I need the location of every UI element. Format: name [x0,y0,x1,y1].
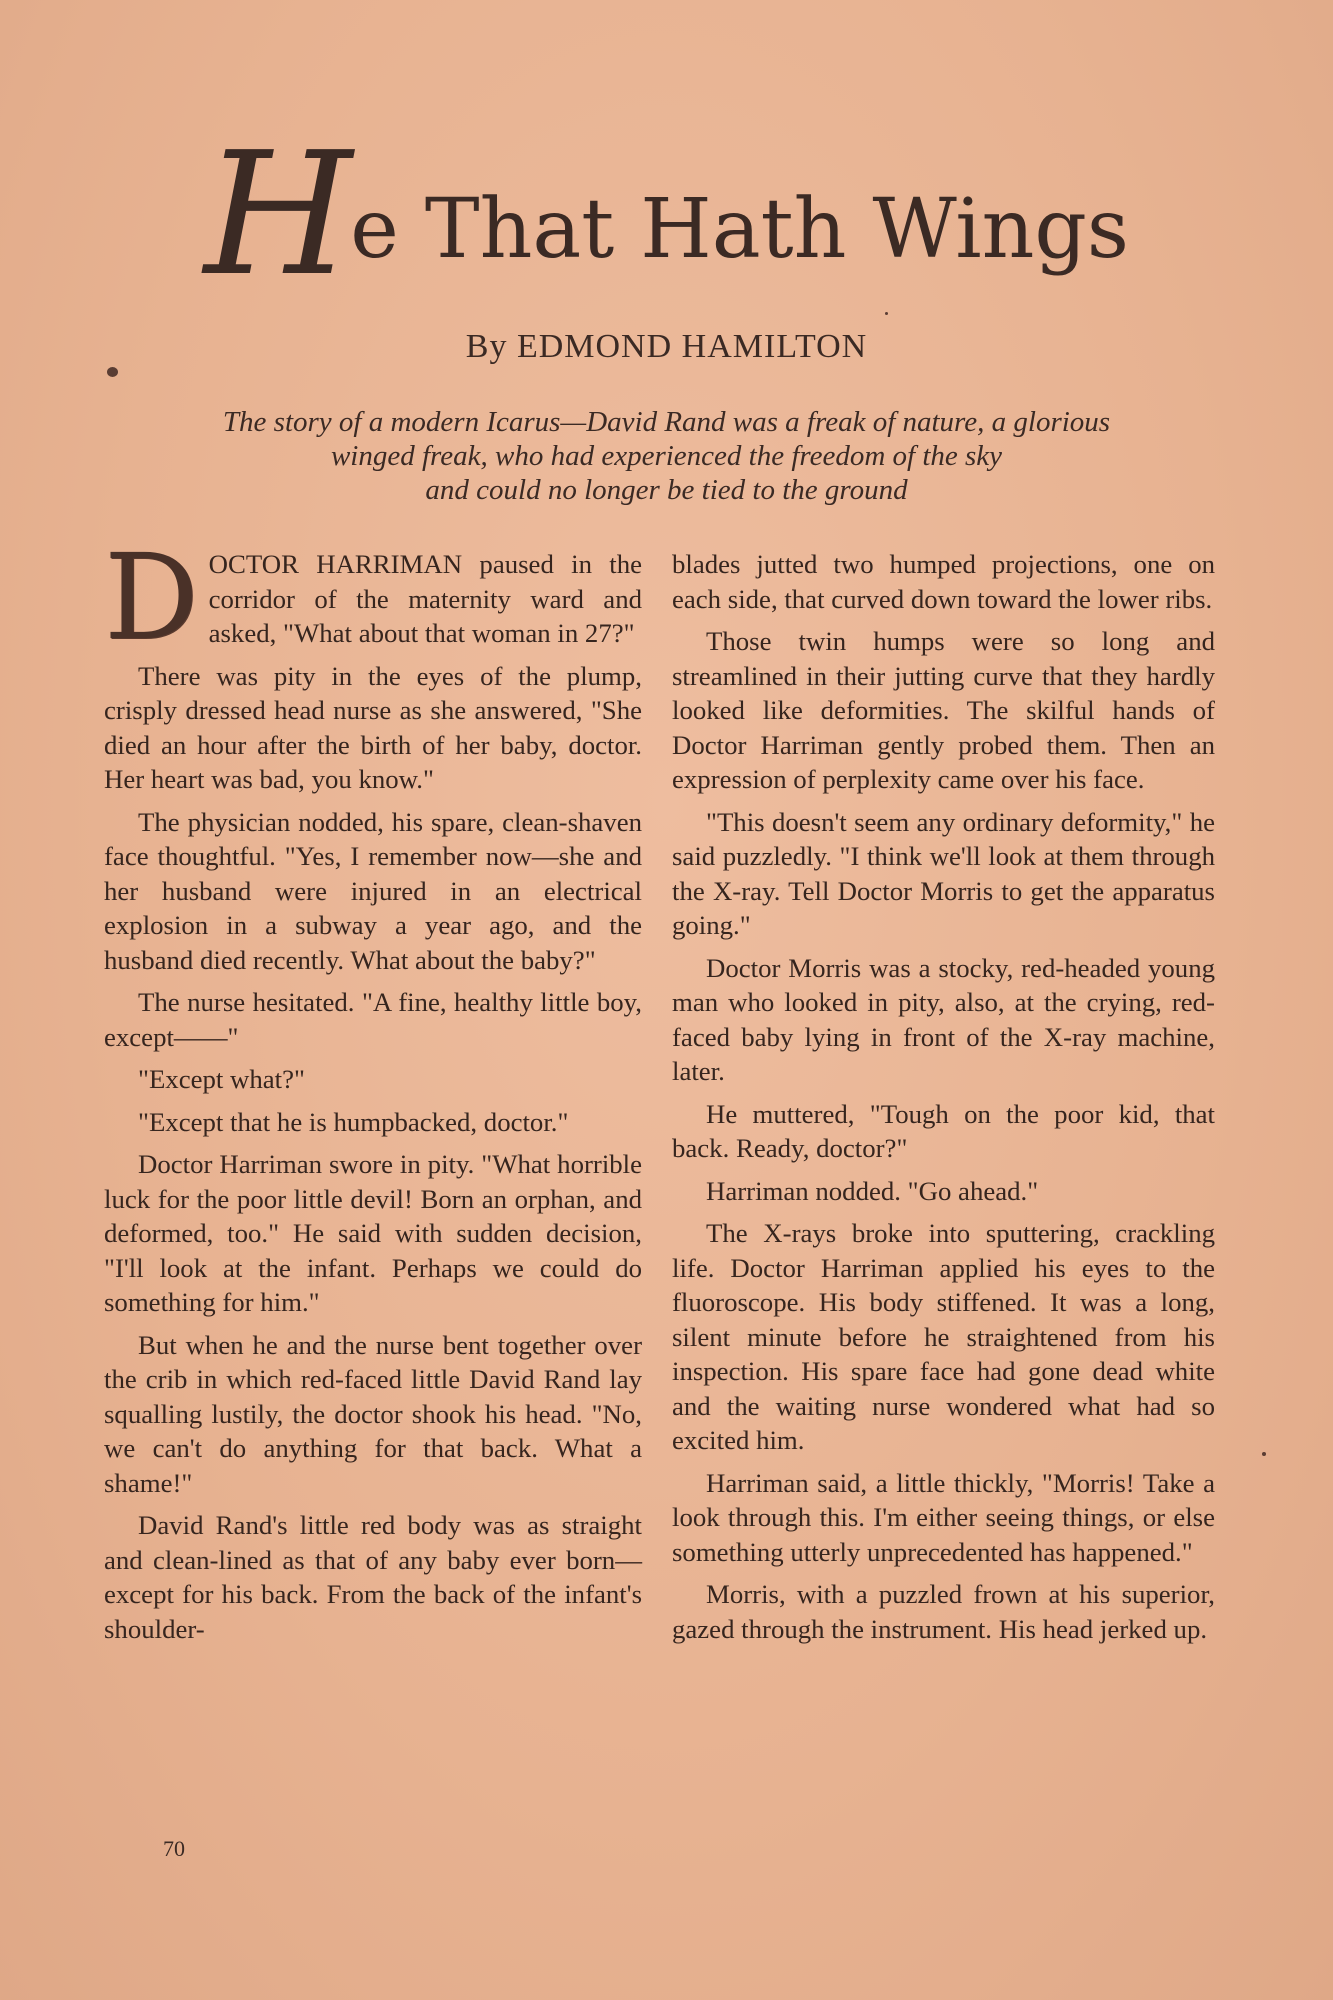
drop-cap: D [104,528,199,666]
subtitle-line: winged freak, who had experienced the freedom of the sky [330,440,1003,472]
page-number: 70 [163,1836,185,1861]
paragraph-text: OCTOR HARRIMAN paused in the corridor of the maternity ward and asked, "What about that woman in 27?" [208,549,642,648]
paper-speck [885,312,888,315]
story-title-block [0,116,1333,314]
paragraph: The physician nodded, his spare, clean-shaven face thoughtful. "Yes, I remember now—she and her husband were injured in an electrical explosion in a subway a year ago, and the husband died recently. What about the baby?" [104,806,642,975]
paragraph: He muttered, "Tough on the poor kid, that back. Ready, doctor?" [672,1098,1215,1163]
story-title [204,116,1129,314]
paragraph: David Rand's little red body was as straight and clean-lined as that of any baby ever born—except for his back. From the back of the infant's shoulder- [104,1510,642,1644]
paragraph [104,528,642,666]
paragraph: "This doesn't seem any ordinary deformity," he said puzzledly. "I think we'll look at them through the X-ray. Tell Doctor Morris to get the apparatus going." [672,806,1215,940]
paragraph: Those twin humps were so long and streamlined in their jutting curve that they hardly looked like deformities. The skilful hands of Doctor Harriman gently probed them. Then an expression of perplexity came over his face. [672,626,1215,794]
paragraph: "Except what?" [138,1064,305,1094]
story-subtitle [100,405,1233,507]
paragraph: Doctor Morris was a stocky, red-headed young man who looked in pity, also, at the crying, red-faced baby lying in front of the X-ray machine, later. [672,952,1215,1086]
paragraph: "Except that he is humpbacked, doctor." [138,1106,569,1137]
subtitle-line: and could no longer be tied to the ground [425,474,908,506]
paper-speck [107,367,118,377]
subtitle-line: The story of a modern Icarus—David Rand was a freak of nature, a glorious [222,406,1111,438]
right-column [672,547,1215,1654]
paragraph: The nurse hesitated. "A fine, healthy little boy, except——" [104,987,642,1052]
byline: By EDMOND HAMILTON [465,328,868,365]
title-initial: H [204,116,347,314]
left-column [104,528,642,1654]
paragraph: Harriman said, a little thickly, "Morris! Take a look through this. I'm either seeing things, or else something utterly unprecedented has happened." [672,1467,1215,1567]
paragraph: Harriman nodded. "Go ahead." [706,1175,1039,1206]
title-rest: e That Hath Wings [350,182,1129,277]
paragraph: But when he and the nurse bent together over the crib in which red-faced little David Rand lay squalling lustily, the doctor shook his head. "No, we can't do anything for that back. What a shame!" [104,1329,642,1498]
paragraph: Doctor Harriman swore in pity. "What horrible luck for the poor little devil! Born an orphan, and deformed, too." He said with sudden decision, "I'll look at the infant. Perhaps we could do something for him." [104,1149,642,1317]
paragraph: There was pity in the eyes of the plump, crisply dressed head nurse as she answered, "She died an hour after the birth of her baby, doctor. Her heart was bad, you know." [104,660,642,794]
paragraph: blades jutted two humped projections, one on each side, that curved down toward the lower ribs. [672,549,1215,614]
paper-speck [1262,1452,1266,1456]
paragraph: The X-rays broke into sputtering, crackling life. Doctor Harriman applied his eyes to the fluoroscope. His body stiffened. It was a long, silent minute before he straightened from his inspection. His spare face had gone dead white and the waiting nurse wondered what had so excited him. [672,1218,1215,1455]
paragraph: Morris, with a puzzled frown at his superior, gazed through the instrument. His head jerked up. [672,1579,1215,1644]
